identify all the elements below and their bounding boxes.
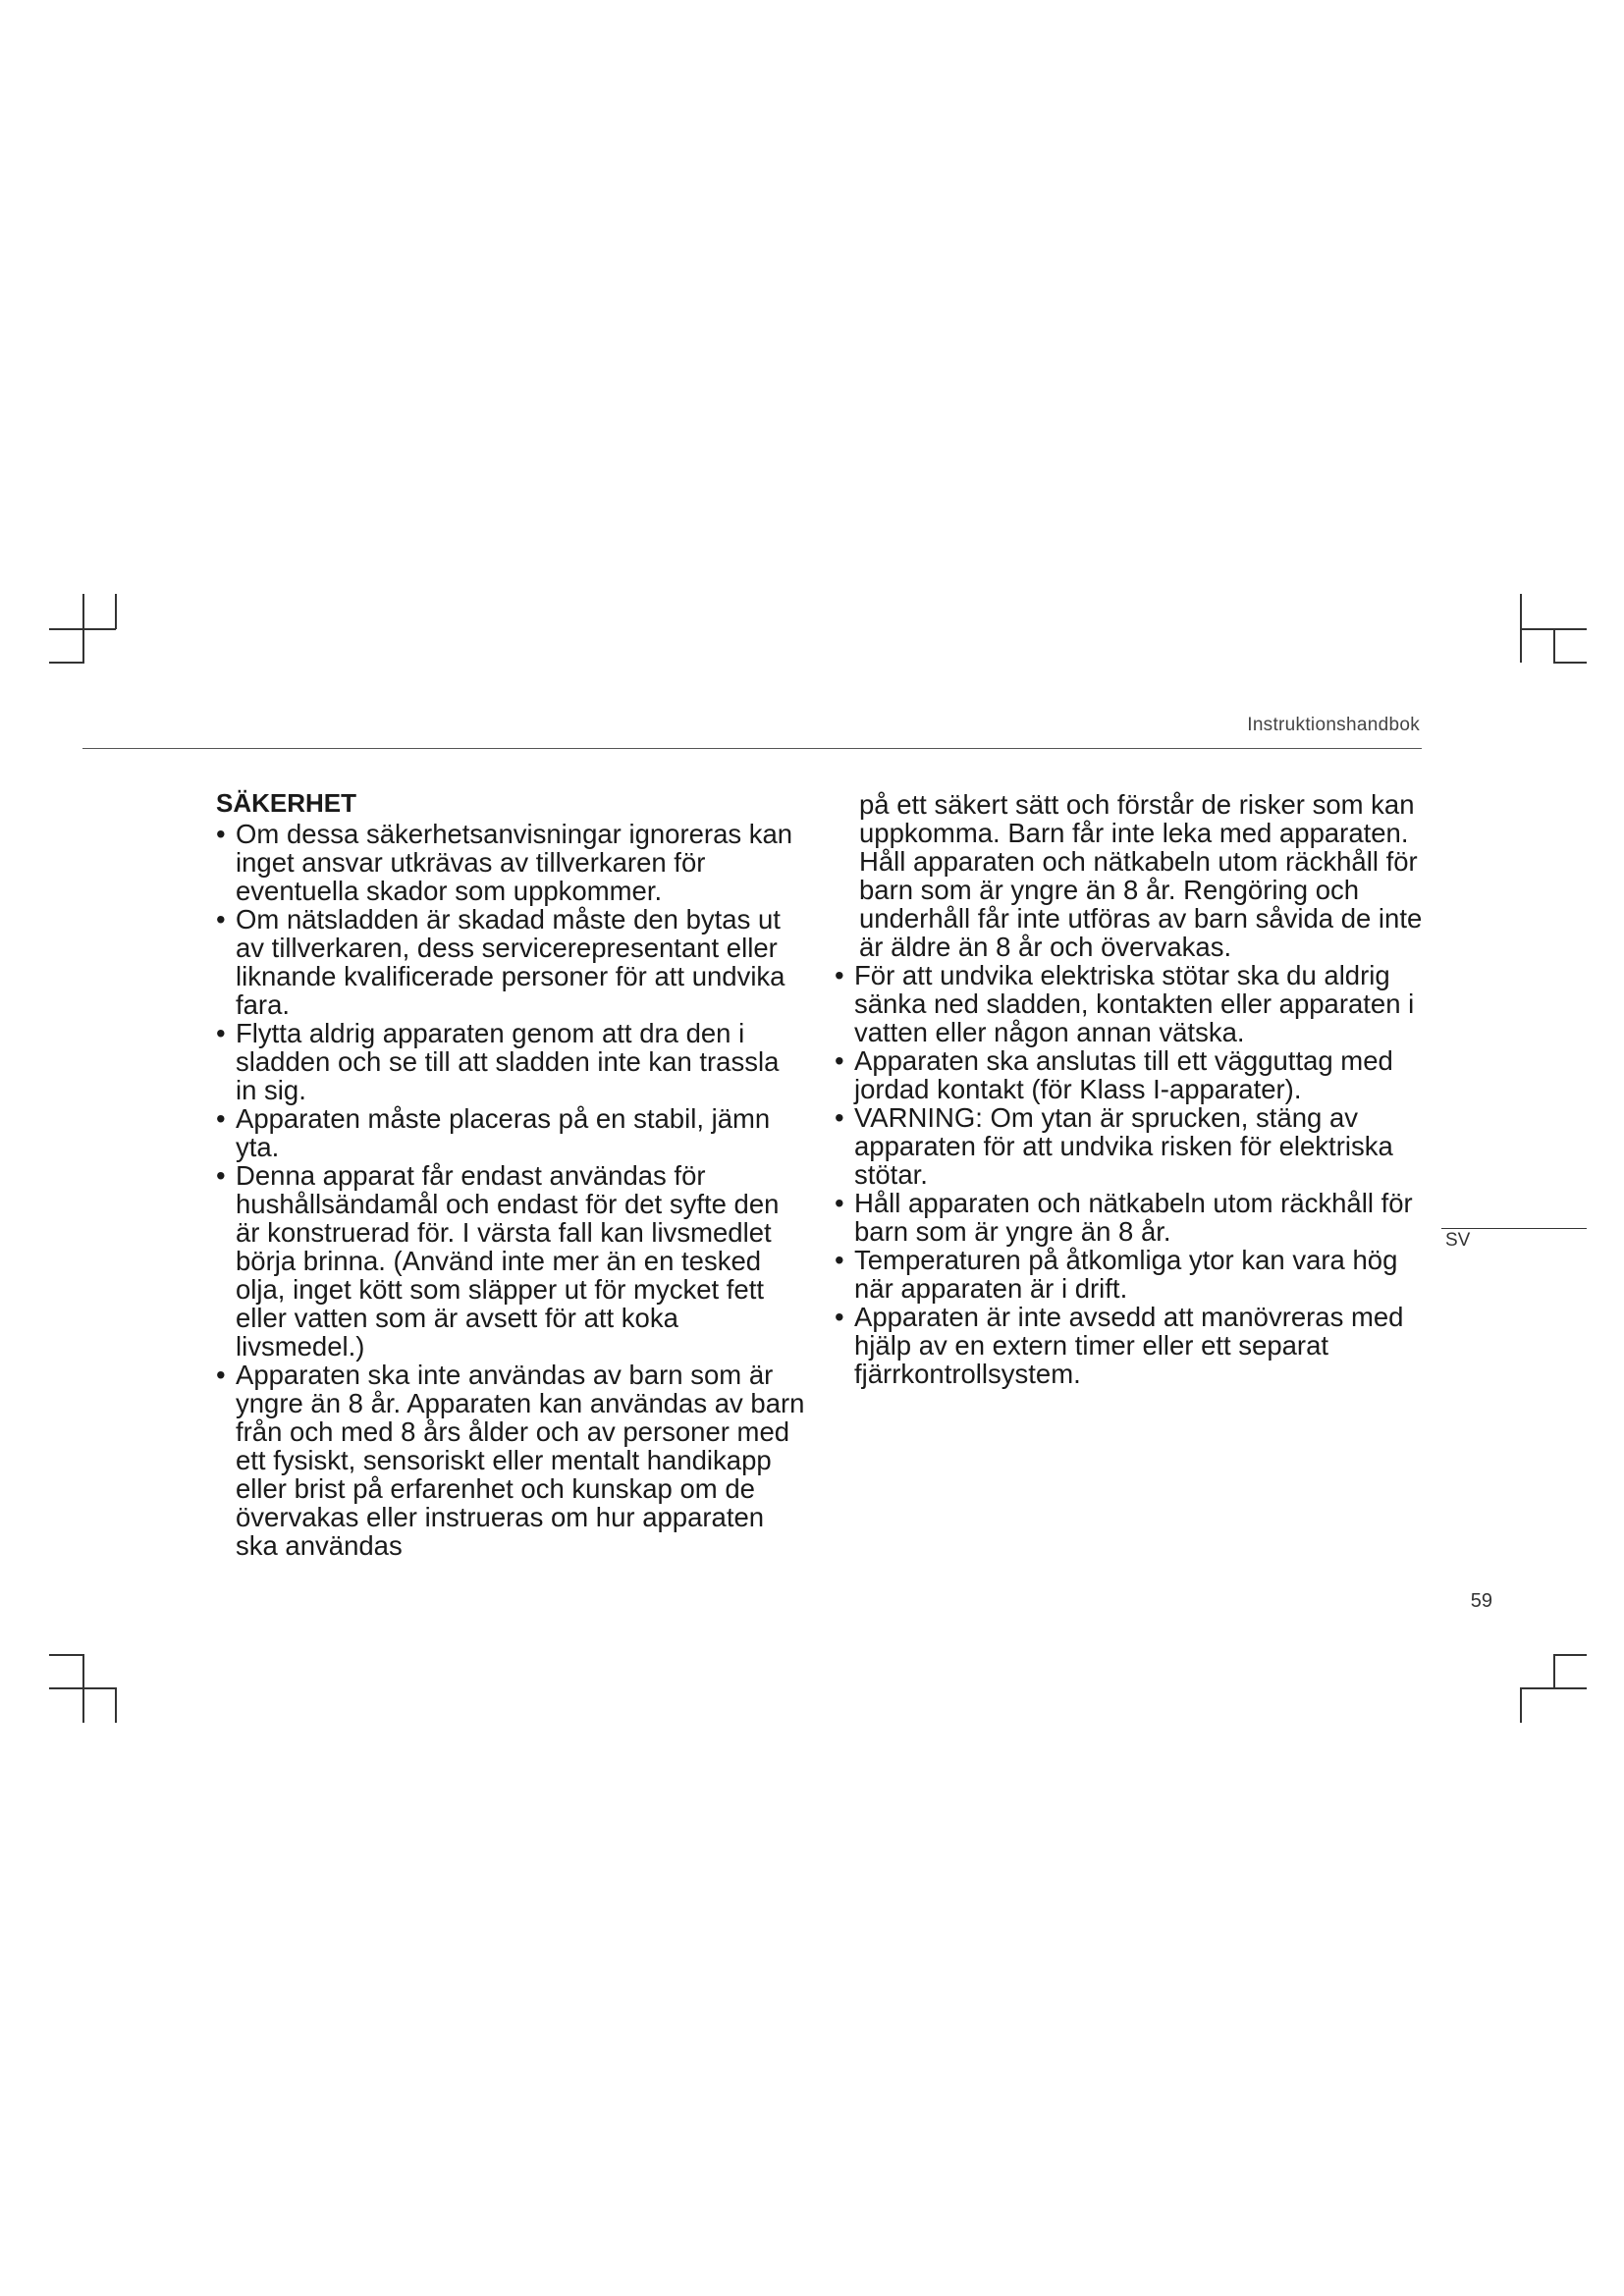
list-item: • Apparaten måste placeras på en stabil, jämn yta.	[216, 1104, 805, 1161]
list-item: • Håll apparaten och nätkabeln utom räckhåll för barn som är yngre än 8 år.	[835, 1189, 1424, 1246]
crop-mark-bottom-right-h	[1553, 1654, 1587, 1656]
side-tab-rule	[1441, 1228, 1587, 1229]
crop-mark-bottom-right-v1	[1553, 1654, 1555, 1689]
crop-mark-bottom-left-v2	[115, 1687, 117, 1723]
list-item: • VARNING: Om ytan är sprucken, stäng av apparaten för att undvika risken för elektriska stötar.	[835, 1103, 1424, 1189]
crop-mark-top-left-v2	[115, 594, 117, 629]
crop-mark-top-left-h	[49, 628, 116, 630]
safety-list-left	[216, 820, 805, 1560]
list-item: • För att undvika elektriska stötar ska du aldrig sänka ned sladden, kontakten eller apparaten i vatten eller någon annan vätska.	[835, 961, 1424, 1046]
crop-mark-bottom-left-h	[49, 1654, 84, 1656]
header-title: Instruktionshandbok	[1247, 715, 1420, 735]
language-tab-label: SV	[1445, 1230, 1471, 1251]
list-item: • Temperaturen på åtkomliga ytor kan vara hög när apparaten är i drift.	[835, 1246, 1424, 1303]
crop-mark-top-right-h	[1520, 628, 1587, 630]
crop-mark-top-right-v2	[1553, 628, 1555, 663]
list-item: • Om nätsladden är skadad måste den bytas ut av tillverkaren, dess servicerepresentant eller liknande kvalificerade personer för att undvika fara.	[216, 905, 805, 1019]
list-item: • Denna apparat får endast användas för hushållsändamål och endast för det syfte den är konstruerad för. I värsta fall kan livsmedlet börja brinna. (Använd inte mer än en tesked olja, inget kött som släpper ut för mycket fett eller vatten som är avsett för att koka livsmedel.)	[216, 1161, 805, 1361]
page-number: 59	[1470, 1590, 1492, 1612]
list-item-continuation: på ett säkert sätt och förstår de risker som kan uppkomma. Barn får inte leka med apparaten. Håll apparaten och nätkabeln utom räckhåll för barn som är yngre än 8 år. Rengöring och underhåll får inte utföras av barn såvida de inte är äldre än 8 år och övervakas.	[859, 789, 1423, 962]
left-column	[216, 789, 805, 1560]
list-item: • Flytta aldrig apparaten genom att dra den i sladden och se till att sladden inte kan trassla in sig.	[216, 1019, 805, 1104]
list-item: • Apparaten är inte avsedd att manövreras med hjälp av en extern timer eller ett separat fjärrkontrollsystem.	[835, 1303, 1424, 1388]
crop-mark-bottom-right-v2	[1520, 1687, 1522, 1723]
list-item: • Om dessa säkerhetsanvisningar ignoreras kan inget ansvar utkrävas av tillverkaren för eventuella skador som uppkommer.	[216, 820, 805, 905]
list-item: • Apparaten ska inte användas av barn som är yngre än 8 år. Apparaten kan användas av barn från och med 8 års ålder och av personer med ett fysiskt, sensoriskt eller mentalt handikapp eller brist på erfarenhet och kunskap om de övervakas eller instrueras om hur apparaten ska användas	[216, 1361, 805, 1560]
crop-mark-bottom-left-v1	[82, 1654, 84, 1723]
crop-mark-top-left-h2	[49, 662, 84, 664]
right-column	[835, 790, 1424, 1388]
crop-mark-top-right-h2	[1553, 662, 1587, 664]
section-heading: SÄKERHET	[216, 788, 357, 818]
header-divider	[82, 748, 1422, 749]
list-item: • Apparaten ska anslutas till ett vägguttag med jordad kontakt (för Klass I-apparater).	[835, 1046, 1424, 1103]
safety-list-right	[835, 790, 1424, 1388]
